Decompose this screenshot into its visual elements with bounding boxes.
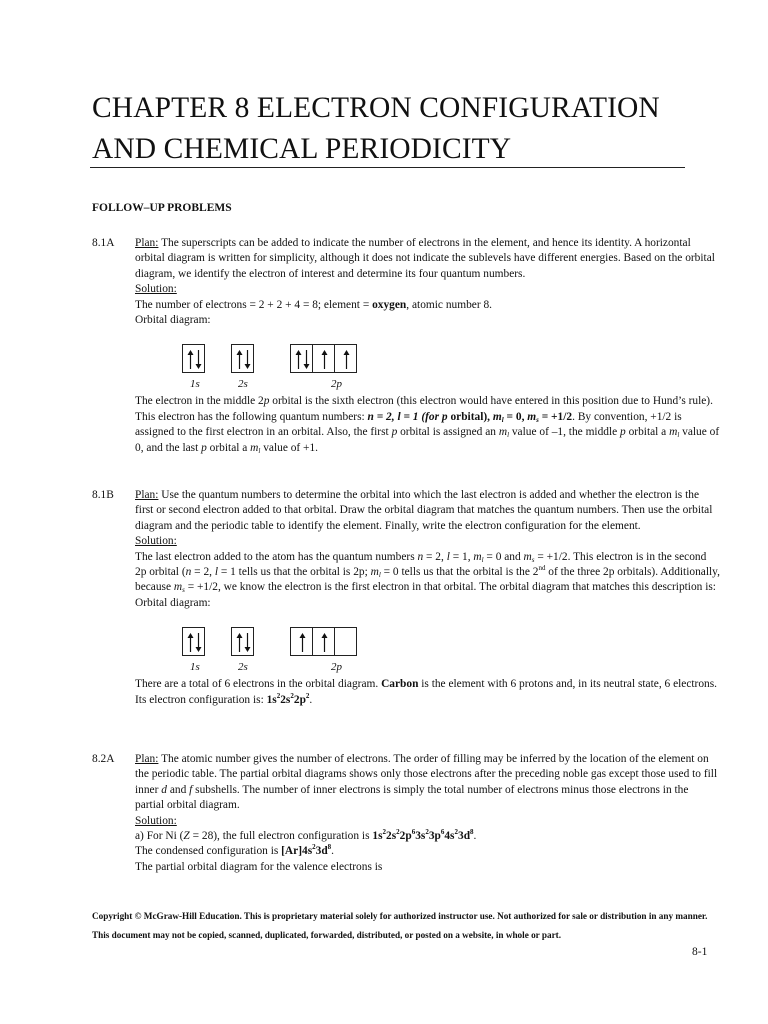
plan-label: Plan: xyxy=(135,489,159,501)
solution-label: Solution: xyxy=(135,814,177,827)
text-run: n xyxy=(417,550,424,563)
superscript: 2 xyxy=(276,691,281,700)
subscript: l xyxy=(501,415,504,424)
superscript: 6 xyxy=(440,828,445,837)
plan-text: The atomic number gives the number of electrons. The order of filling may be inferred by the location of the element on the periodic table. The partial orbital diagrams shows only those electrons after the preceding noble gas except those used to fill inner xyxy=(135,753,718,796)
title-divider xyxy=(90,167,685,168)
superscript: 6 xyxy=(411,828,416,837)
orbital-1s xyxy=(182,627,205,656)
quantum-numbers-paragraph xyxy=(135,394,720,456)
text-run: orbital a xyxy=(206,441,251,454)
text-run: is the element with 6 protons and, in its neutral state, 6 electrons. Its electron configuration is: xyxy=(135,678,718,706)
spin-down-arrow-icon xyxy=(303,350,310,369)
orbital-label-2p: 2p xyxy=(331,378,342,391)
text-run: p xyxy=(391,426,398,439)
copyright-icon: © xyxy=(134,911,142,921)
spin-up-arrow-icon xyxy=(236,350,243,369)
orbital-2p xyxy=(290,627,357,656)
config-term: 2s xyxy=(280,693,291,706)
orbital-label-2s: 2s xyxy=(238,378,248,391)
text-run: p xyxy=(201,441,207,454)
text-run: of the three 2p orbitals). Additionally, because xyxy=(135,566,720,594)
text-run: McGraw-Hill Education. This is proprietary material solely for authorized instructor use. Not authorized for sale or distribution in any manner. This document may not be copied, scanned, duplicated, forwarded, distributed, or posted on a website, in whole or part. xyxy=(92,911,708,940)
text-run: = 1 tells us that the orbital is 2p; xyxy=(218,566,371,579)
text-run: value of 0, and the last xyxy=(135,426,720,454)
orbital-box-empty xyxy=(334,627,357,656)
text-run: By convention, +1/2 is assigned to the first electron in an orbital. Also, the first xyxy=(135,410,682,439)
spin-up-arrow-icon xyxy=(321,350,328,369)
plan-paragraph xyxy=(135,236,720,282)
subscript: l xyxy=(507,431,510,440)
text-run: m xyxy=(473,550,482,563)
orbital-diagram-carbon xyxy=(135,613,720,677)
spin-down-arrow-icon xyxy=(195,350,202,369)
text-run: The electron in the middle 2 xyxy=(135,395,264,408)
spin-down-arrow-icon xyxy=(244,350,251,369)
spin-up-arrow-icon xyxy=(187,350,194,369)
text-run: . xyxy=(309,693,313,706)
text-run: m xyxy=(669,426,678,439)
subscript: l xyxy=(378,571,381,580)
orbital-label-2p: 2p xyxy=(331,661,342,674)
config-term: 1s xyxy=(372,830,383,843)
subscript: s xyxy=(536,415,539,424)
subscript: l xyxy=(258,446,261,455)
electron-configuration xyxy=(281,845,331,857)
problem-number: 8.1B xyxy=(92,489,114,501)
config-term: [Ar]4s xyxy=(281,845,313,858)
element-name: oxygen xyxy=(372,298,407,311)
text-run: m xyxy=(370,566,379,579)
text-run: n xyxy=(185,566,192,579)
orbital-box xyxy=(312,344,335,373)
text-run: f xyxy=(189,783,193,796)
orbital-diagram-label: Orbital diagram: xyxy=(135,596,211,609)
subscript: s xyxy=(182,586,185,595)
carbon-paragraph xyxy=(135,677,720,708)
text-run: = 0 and xyxy=(483,550,524,563)
orbital-box xyxy=(231,344,254,373)
quantum-number: = +1/2 xyxy=(538,410,573,423)
spin-up-arrow-icon xyxy=(343,350,350,369)
text-run: Copyright xyxy=(92,911,135,921)
orbital-2p xyxy=(290,344,357,373)
text-run: = 0 tells us that the orbital is the 2 xyxy=(380,566,539,579)
spin-up-arrow-icon xyxy=(295,350,302,369)
orbital-box xyxy=(290,627,313,656)
orbital-box xyxy=(182,627,205,656)
text-run: d xyxy=(161,783,167,796)
text-run: The number of electrons = 2 + 2 + 4 = 8; element = xyxy=(135,298,373,311)
text-run: l xyxy=(214,566,219,579)
text-run: . xyxy=(572,410,575,423)
orbital-box xyxy=(334,344,357,373)
problem-body xyxy=(135,488,720,708)
electron-count-line xyxy=(135,298,720,313)
text-run: The last electron added to the atom has the quantum numbers xyxy=(135,550,418,563)
spin-down-arrow-icon xyxy=(244,633,251,652)
quantum-number: = 1 (for xyxy=(400,410,442,423)
text-run: m xyxy=(173,581,183,594)
text-run: The condensed configuration is xyxy=(135,845,282,858)
superscript: 2 xyxy=(312,843,316,852)
orbital-diagram-oxygen xyxy=(135,330,720,394)
config-term: 2s xyxy=(386,830,397,843)
chapter-title xyxy=(92,88,702,170)
plan-paragraph xyxy=(135,488,720,534)
config-term: 3d xyxy=(315,845,328,858)
text-run: . xyxy=(331,845,335,858)
text-run: = +1/2, we know the electron is the first electron in that orbital. The orbital diagram that matches this description is: xyxy=(184,581,716,594)
text-run: a) For Ni ( xyxy=(135,830,184,843)
quantum-number: p xyxy=(441,410,448,423)
orbital-2s xyxy=(231,344,254,373)
spin-up-arrow-icon xyxy=(236,633,243,652)
quantum-number: = 0, xyxy=(503,410,528,423)
superscript: 2 xyxy=(425,828,429,837)
text-run: = 1, xyxy=(449,550,474,563)
orbital-label-1s: 1s xyxy=(190,378,200,391)
text-run: m xyxy=(523,550,532,563)
spin-up-arrow-icon xyxy=(321,633,328,652)
superscript: 2 xyxy=(290,691,294,700)
quantum-number: l xyxy=(397,410,401,423)
solution-label: Solution: xyxy=(135,283,177,296)
text-run: value of +1. xyxy=(260,441,319,454)
subscript: l xyxy=(677,431,680,440)
footer-copyright xyxy=(92,907,712,945)
partial-diagram-intro: The partial orbital diagram for the valence electrons is xyxy=(135,860,383,873)
electron-configuration xyxy=(266,691,313,706)
text-run: = +1/2. This electron is in the second 2p orbital ( xyxy=(135,550,707,579)
text-run: , atomic number 8. xyxy=(406,298,493,311)
text-run: Z xyxy=(183,830,190,843)
superscript: 2 xyxy=(454,828,458,837)
plan-label: Plan: xyxy=(135,237,159,249)
text-run: orbital is assigned an xyxy=(397,426,499,439)
quantum-number: m xyxy=(492,410,502,423)
orbital-diagram-label: Orbital diagram: xyxy=(135,314,211,327)
config-term: 4s xyxy=(444,830,455,843)
problem-number: 8.1A xyxy=(92,237,115,249)
plan-text: The superscripts can be added to indicate the number of electrons in the element, and hence its identity. A horizontal orbital diagram is written for simplicity, although it does not indicate the sublevels have different energies. Based on the orbital diagram, we identify the electron of interest and determine its four quantum numbers. xyxy=(135,237,715,280)
text-run: = 2, xyxy=(423,550,447,563)
nickel-full-config xyxy=(135,829,720,844)
text-run: m xyxy=(498,426,508,439)
problem-number: 8.2A xyxy=(92,753,115,765)
text-run: orbital is the sixth electron (this electron would have entered in this position due to Hund’s rule). This electron has the following quantum numbers: xyxy=(135,395,713,423)
superscript: 2 xyxy=(382,828,387,837)
orbital-label-2s: 2s xyxy=(238,661,248,674)
spin-down-arrow-icon xyxy=(195,633,202,652)
plan-label: Plan: xyxy=(135,753,159,765)
orbital-label-1s: 1s xyxy=(190,661,200,674)
element-name: Carbon xyxy=(381,678,419,691)
last-electron-paragraph xyxy=(135,550,720,596)
subscript: s xyxy=(531,555,535,564)
config-term: 3d xyxy=(458,830,471,843)
config-term: 2p xyxy=(399,830,412,843)
text-run: value of –1, the middle xyxy=(509,426,621,439)
superscript: nd xyxy=(538,564,546,573)
nickel-condensed-config xyxy=(135,844,720,859)
spin-up-arrow-icon xyxy=(299,633,306,652)
config-term: 1s xyxy=(266,693,277,706)
text-run: p xyxy=(620,426,626,439)
chapter-title-line-1: CHAPTER 8 ELECTRON CONFIGURATION xyxy=(92,92,660,124)
text-run: = 2, xyxy=(191,566,215,579)
problem-body xyxy=(135,752,720,875)
config-term: 3p xyxy=(428,830,441,843)
subscript: l xyxy=(481,555,484,564)
text-run: . xyxy=(473,830,477,843)
chapter-title-line-2: AND CHEMICAL PERIODICITY xyxy=(92,133,512,165)
page-number: 8-1 xyxy=(692,946,708,958)
superscript: 2 xyxy=(305,691,310,700)
plan-paragraph xyxy=(135,752,720,814)
text-run: orbital a xyxy=(625,426,670,439)
text-run: subshells. The number of inner electrons is simply the total number of electrons minus those electrons in the partial orbital diagram. xyxy=(135,783,689,812)
plan-text: Use the quantum numbers to determine the orbital into which the last electron is added and whether the electron is the first or second electron added to that orbital. Draw the orbital diagram that matches the quantum numbers. Then use the orbital diagram and the periodic table to identify the element. Finally, write the electron configuration for the element. xyxy=(135,489,713,532)
text-run: There are a total of 6 electrons in the orbital diagram. xyxy=(135,678,382,691)
text-run: p xyxy=(263,395,270,408)
orbital-box xyxy=(231,627,254,656)
superscript: 8 xyxy=(327,843,332,852)
section-heading: FOLLOW–UP PROBLEMS xyxy=(92,202,232,214)
orbital-box xyxy=(290,344,313,373)
quantum-number: m xyxy=(527,410,537,423)
config-term: 3s xyxy=(415,830,426,843)
config-term: 2p xyxy=(293,693,306,706)
text-run: l xyxy=(446,550,450,563)
solution-label: Solution: xyxy=(135,535,177,548)
problem-body xyxy=(135,236,720,456)
orbital-box xyxy=(182,344,205,373)
superscript: 8 xyxy=(470,828,474,837)
spin-up-arrow-icon xyxy=(187,633,194,652)
text-run: and xyxy=(166,783,190,796)
text-run: m xyxy=(250,441,259,454)
superscript: 2 xyxy=(396,828,400,837)
orbital-1s xyxy=(182,344,205,373)
quantum-number: = 2, xyxy=(373,410,398,423)
quantum-number: orbital), xyxy=(447,410,493,423)
text-run: = 28), the full electron configuration is xyxy=(189,830,373,843)
orbital-2s xyxy=(231,627,254,656)
electron-configuration xyxy=(372,830,473,842)
orbital-box xyxy=(312,627,335,656)
quantum-number: n xyxy=(367,410,374,423)
